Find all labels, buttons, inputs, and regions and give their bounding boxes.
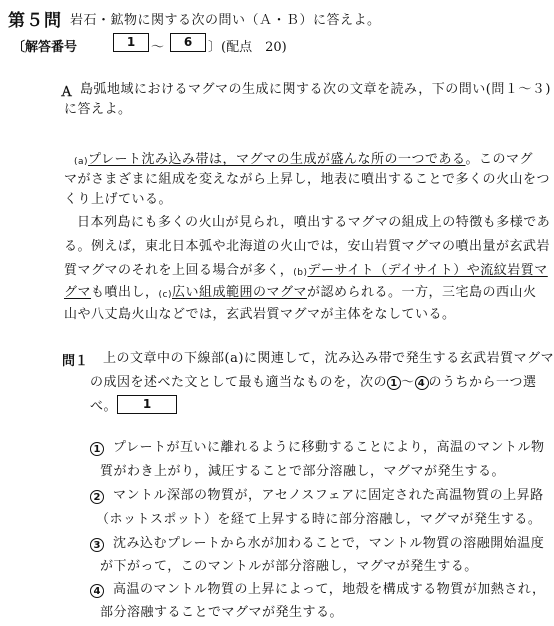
section-a-intro-line1: 島弧地域におけるマグマの生成に関する次の文章を読み，下の問い(問１〜３) <box>80 82 551 97</box>
option-number-1: 1 <box>90 442 104 456</box>
option-number-3: 3 <box>90 538 104 552</box>
underline-mark-c: (c) <box>158 290 173 300</box>
section-a-intro-line2: に答えよ。 <box>64 102 132 117</box>
underlined-phrase-c: 広い組成範囲のマグマ <box>172 285 308 300</box>
choice-circle-4-ref: 4 <box>415 376 429 390</box>
passage-line-6 <box>64 262 548 282</box>
answer-label: 〔解答番号 <box>12 40 78 55</box>
passage-line-7 <box>64 284 537 304</box>
option-2-line1: マントル深部の物質が，アセノスフェアに固定された高温物質の上昇路 <box>113 488 544 503</box>
underline-mark-a: (a) <box>74 157 89 167</box>
passage-line-1-rest: 。このマグ <box>465 152 534 167</box>
points-label: 〕(配点 20) <box>208 40 287 55</box>
question-1-line1: 上の文章中の下線部(a)に関連して，沈み込み帯で発生する玄武岩質マグマ <box>103 351 554 366</box>
question-1-line3: べ。 <box>90 399 118 414</box>
passage-line-6-pre: 質マグマのそれを上回る場合が多く， <box>64 263 294 278</box>
passage-line-7-mid: も噴出し， <box>91 285 159 300</box>
answer-box-end: 6 <box>170 33 206 52</box>
option-number-2: 2 <box>90 490 104 504</box>
option-2-line2: （ホットスポット）を経て上昇する時に部分溶融し，マグマが発生する。 <box>96 512 542 527</box>
passage-line-2: マがさまざまに組成を変えながら上昇し，地表に噴出することで多くの火山をつ <box>64 172 551 187</box>
answer-range-tilde: 〜 <box>151 40 165 55</box>
underlined-phrase-b-cont: グマ <box>64 285 92 300</box>
option-number-4: 4 <box>90 584 104 598</box>
option-4-line1: 高温のマントル物質の上昇によって，地殻を構成する物質が加熱され， <box>113 582 546 597</box>
underlined-phrase-b: デーサイト（デイサイト）や流紋岩質マ <box>307 263 548 278</box>
question-title: 岩石・鉱物に関する次の問い（Ａ・Ｂ）に答えよ。 <box>70 13 381 28</box>
option-3-line2: が下がって，このマントルが部分溶融し，マグマが発生する。 <box>100 559 478 574</box>
question-1-line2 <box>90 374 537 391</box>
choice-circle-1-ref: 1 <box>387 376 401 390</box>
section-a-marker: Ａ <box>60 85 74 100</box>
passage-line-4: 日本列島にも多くの火山が見られ，噴出するマグマの組成上の特徴も多様であ <box>77 215 551 230</box>
question-1-label: 問１ <box>62 354 89 369</box>
question-1-answer-box: 1 <box>117 395 177 414</box>
passage-line-5: る。例えば，東北日本弧や北海道の火山では，安山岩質マグマの噴出量が玄武岩 <box>64 239 551 254</box>
option-1-line1: プレートが互いに離れるように移動することにより，高温のマントル物 <box>113 440 545 455</box>
passage-line-7-rest: が認められる。一方，三宅島の西山火 <box>307 285 537 300</box>
option-4-line2: 部分溶融することでマグマが発生する。 <box>100 605 344 620</box>
option-1-line2: 質がわき上がり，減圧することで部分溶融し，マグマが発生する。 <box>100 464 506 479</box>
question-1-line2-pre: の成因を述べた文として最も適当なものを，次の <box>90 375 388 390</box>
underlined-phrase-a: プレート沈み込み帯は，マグマの生成が盛んな所の一つである <box>88 152 466 167</box>
passage-line-3: くり上げている。 <box>64 192 173 207</box>
underline-mark-b: (b) <box>293 268 308 278</box>
range-tilde: 〜 <box>401 375 415 390</box>
option-3-line1: 沈み込むプレートから水が加わることで，マントル物質の溶融開始温度 <box>113 536 545 551</box>
answer-box-start: 1 <box>113 33 149 52</box>
passage-line-1 <box>74 151 533 171</box>
question-number: 第５問 <box>8 11 62 31</box>
question-1-line2-post: のうちから一つ選 <box>428 375 537 390</box>
passage-line-8: 山や八丈島火山などでは，玄武岩質マグマが主体をなしている。 <box>64 307 456 322</box>
